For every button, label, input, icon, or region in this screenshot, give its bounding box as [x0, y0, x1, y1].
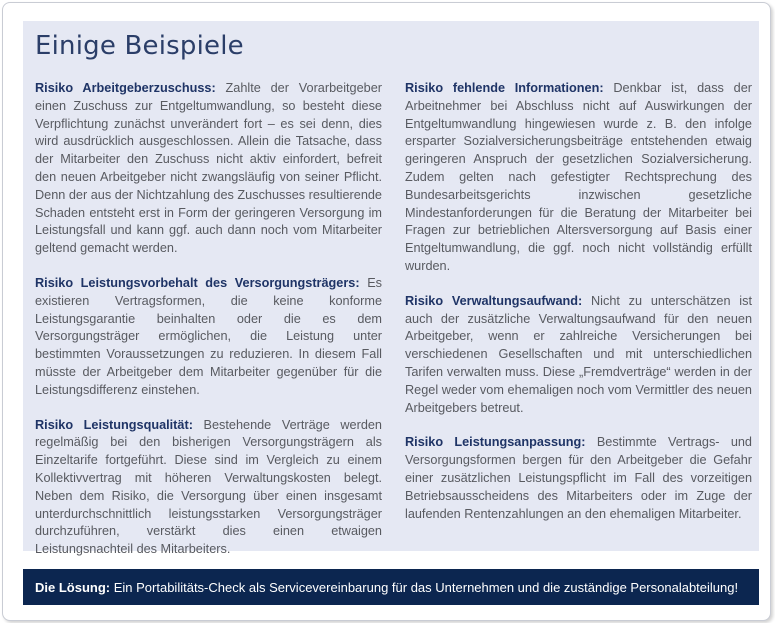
risk-block-employer-subsidy: [35, 80, 382, 258]
risk-heading: Risiko Leistungsvorbehalt des Versorgungsträgers:: [35, 275, 360, 290]
risk-heading: Risiko Verwaltungsaufwand:: [405, 293, 583, 308]
risk-heading: Risiko fehlende Informationen:: [405, 81, 604, 95]
content-frame: [2, 2, 771, 621]
risk-block-missing-information: [405, 80, 752, 276]
right-column: [405, 80, 752, 540]
risk-text: Bestehende Verträge werden regelmäßig bei den bisherigen Versorgungsträgern als Einzeltarife fortgeführt. Diese sind im Vergleich zu einem Kollektivvertrag mit höheren Verwaltungskosten belegt. Neben dem Risiko, die Versorgung über einen insgesamt unterdurchschnittlich leistungsstarken Versorgungsträger durchzuführen, verstärkt dies einen etwaigen Leistungsnachteil des Mitarbeiters.: [35, 417, 382, 557]
left-column: [35, 80, 382, 576]
solution-label: Die Lösung:: [35, 579, 111, 595]
solution-text: Ein Portabilitäts-Check als Servicevereinbarung für das Unternehmen und die zuständige Personalabteilung!: [113, 579, 739, 595]
risk-block-administration-effort: [405, 293, 752, 418]
risk-text: Nicht zu unterschätzen ist auch der zusätzliche Verwaltungsaufwand für den neuen Arbeitgeber, wenn er zahlreiche Versicherungen bei verschiedenen Gesellschaften und mit unterschiedlichen Tarifen verwalten muss. Diese „Fremdverträge“ werden in der Regel weder vom ehemaligen noch vom Vermittler des neuen Arbeitgebers betreut.: [405, 293, 752, 415]
risk-block-benefit-quality: [35, 417, 382, 559]
risk-heading: Risiko Leistungsqualität:: [35, 417, 193, 432]
examples-panel: [23, 21, 759, 557]
risk-text: Zahlte der Vorarbeitgeber einen Zuschuss zur Entgeltumwandlung, so besteht diese Verpflichtung zunächst unverändert fort – es sei denn, dies wird ausdrücklich ausgeschlossen. Allein die Tatsache, dass der Mitarbeiter den Zuschuss nicht aktiv einfordert, befreit den neuen Arbeitgeber nicht zwangsläufig von seiner Pflicht. Denn der aus der Nichtzahlung des Zuschusses resultierende Schaden entsteht erst in Form der geringeren Versorgung im Leistungsfall und kann ggf. auch dann noch vom Mitarbeiter geltend gemacht werden.: [35, 81, 382, 256]
solution-banner: [23, 569, 759, 605]
risk-heading: Risiko Arbeitgeberzuschuss:: [35, 81, 216, 95]
risk-text: Bestimmte Vertrags- und Versorgungsformen bergen für den Arbeitgeber die Gefahr einer zusätzlichen Leistungspflicht im Fall des vorzeitigen Betriebsausscheidens des Mitarbeiters oder im Zuge der laufenden Rentenzahlungen an den ehemaligen Mitarbeiter.: [405, 435, 752, 521]
risk-text: Es existieren Vertragsformen, die keine konforme Leistungsgarantie beinhalten oder die es dem Versorgungsträger ermöglichen, die Leistung unter bestimmten Voraussetzungen zu reduzieren. In diesem Fall müsste der Arbeitgeber dem Mitarbeiter gegenüber für die Leistungsdifferenz einstehen.: [35, 275, 382, 397]
risk-text: Denkbar ist, dass der Arbeitnehmer bei Abschluss nicht auf Auswirkungen der Entgeltumwandlung hingewiesen wurde z. B. den infolge ersparter Sozialversicherungsbeiträge entstehenden etwaig geringeren Anspruch der gesetzlichen Sozialversicherung. Zudem gelten nach gefestigter Rechtsprechung des Bundesarbeitsgerichts inzwischen gesetzliche Mindestanforderungen für die Beratung der Mitarbeiter bei Fragen zur betrieblichen Altersversorgung auf Basis einer Entgeltumwandlung, die ggf. noch nicht vollständig erfüllt wurden.: [405, 81, 752, 273]
page-title: Einige Beispiele: [35, 31, 244, 61]
risk-heading: Risiko Leistungsanpassung:: [405, 435, 586, 450]
risk-block-benefit-adjustment: [405, 434, 752, 523]
risk-block-benefit-reservation: [35, 275, 382, 400]
